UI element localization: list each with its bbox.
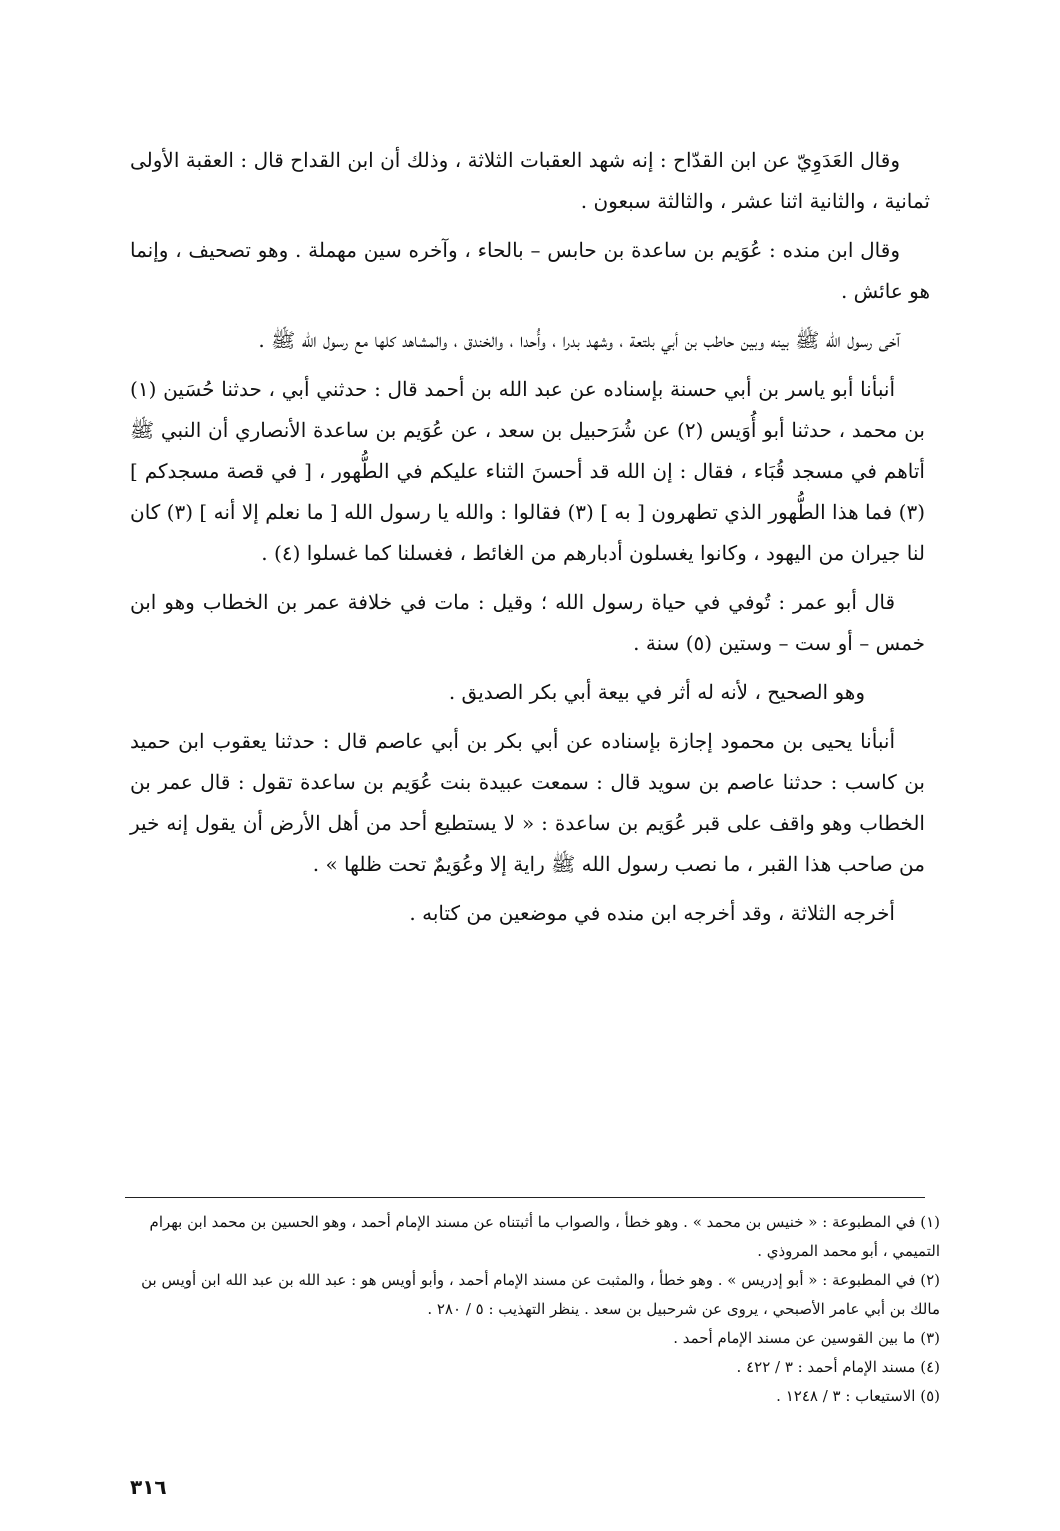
paragraph-death: قال أبو عمر : تُوفي في حياة رسول الله ؛ وقيل : مات في خلافة عمر بن الخطاب وهو ابن خمس – أو ست – وستين (٥) سنة .	[130, 590, 925, 655]
paragraph-ibn-mandah: وقال ابن منده : عُوَيم بن ساعدة بن حابس – بالحاء ، وآخره سين مهملة . وهو تصحيف ، وإنما هو عائش .	[130, 238, 930, 303]
paragraph-quba-hadith: أنبأنا أبو ياسر بن أبي حسنة بإسناده عن عبد الله بن أحمد قال : حدثني أبي ، حدثنا حُسَين (١) بن محمد ، حدثنا أبو أُوَيس (٢) عن شُرَحبيل بن سعد ، عن عُوَيم بن ساعدة الأنصاري أن النبي ﷺ أتاهم في مسجد قُبَاء ، فقال : إن الله قد أحسنَ الثناء عليكم في الطُّهور ، [ في قصة مسجدكم ] (٣) فما هذا الطُّهور الذي تطهرون [ به ] (٣) فقالوا : والله يا رسول الله [ ما نعلم إلا أنه ] (٣) كان لنا جيران من اليهود ، وكانوا يغسلون أدبارهم من الغائط ، فغسلنا كما غسلوا (٤) .	[130, 377, 925, 565]
footnote-separator	[125, 1197, 925, 1198]
footnote-2: (٢) في المطبوعة : « أبو إدريس » . وهو خطأ ، والمثبت عن مسند الإمام أحمد ، وأبو أويس هو : عبد الله بن عبد الله ابن أويس بن مالك بن أبي عامر الأصبحي ، يروى عن شرحبيل بن سعد . ينظر التهذيب : ٥ / ٢٨٠ .	[141, 1271, 940, 1318]
paragraph-aqabat: وقال العَدَوِيّ عن ابن القدّاح : إنه شهد العقبات الثلاثة ، وذلك أن ابن القداح قال : العقبة الأولى ثمانية ، والثانية اثنا عشر ، والثالثة سبعون .	[130, 148, 930, 213]
footnote-5: (٥) الاستيعاب : ٣ / ١٢٤٨ .	[776, 1387, 940, 1405]
page-number: ٣١٦	[130, 1475, 167, 1499]
paragraph-brotherhood: آخى رسول الله ﷺ بينه وبين حاطب بن أبي بلتعة ، وشهد بدرا ، وأُحدا ، والخندق ، والمشاهد كلها مع رسول الله ﷺ .	[258, 328, 900, 352]
paragraph-umar-statement: أنبأنا يحيى بن محمود إجازة بإسناده عن أبي بكر بن أبي عاصم قال : حدثنا يعقوب ابن حميد بن كاسب : حدثنا عاصم بن سويد قال : سمعت عبيدة بنت عُوَيم بن ساعدة تقول : قال عمر بن الخطاب وهو واقف على قبر عُوَيم بن ساعدة : « لا يستطيع أحد من أهل الأرض أن يقول إنه خير من صاحب هذا القبر ، ما نصب رسول الله ﷺ راية إلا وعُوَيمٌ تحت ظلها » .	[130, 729, 925, 876]
paragraph-takhrij: أخرجه الثلاثة ، وقد أخرجه ابن منده في موضعين من كتابه .	[409, 901, 895, 925]
footnotes	[130, 1208, 940, 1411]
footnote-3: (٣) ما بين القوسين عن مسند الإمام أحمد .	[673, 1329, 940, 1347]
paragraph-correct: وهو الصحيح ، لأنه له أثر في بيعة أبي بكر الصديق .	[448, 680, 865, 704]
footnote-4: (٤) مسند الإمام أحمد : ٣ / ٤٢٢ .	[736, 1358, 940, 1376]
main-text	[130, 140, 930, 942]
footnote-1: (١) في المطبوعة : « خنيس بن محمد » . وهو خطأ ، والصواب ما أثبتناه عن مسند الإمام أحمد ، وهو الحسين بن محمد ابن بهرام التميمي ، أبو محمد المروذي .	[149, 1213, 940, 1260]
